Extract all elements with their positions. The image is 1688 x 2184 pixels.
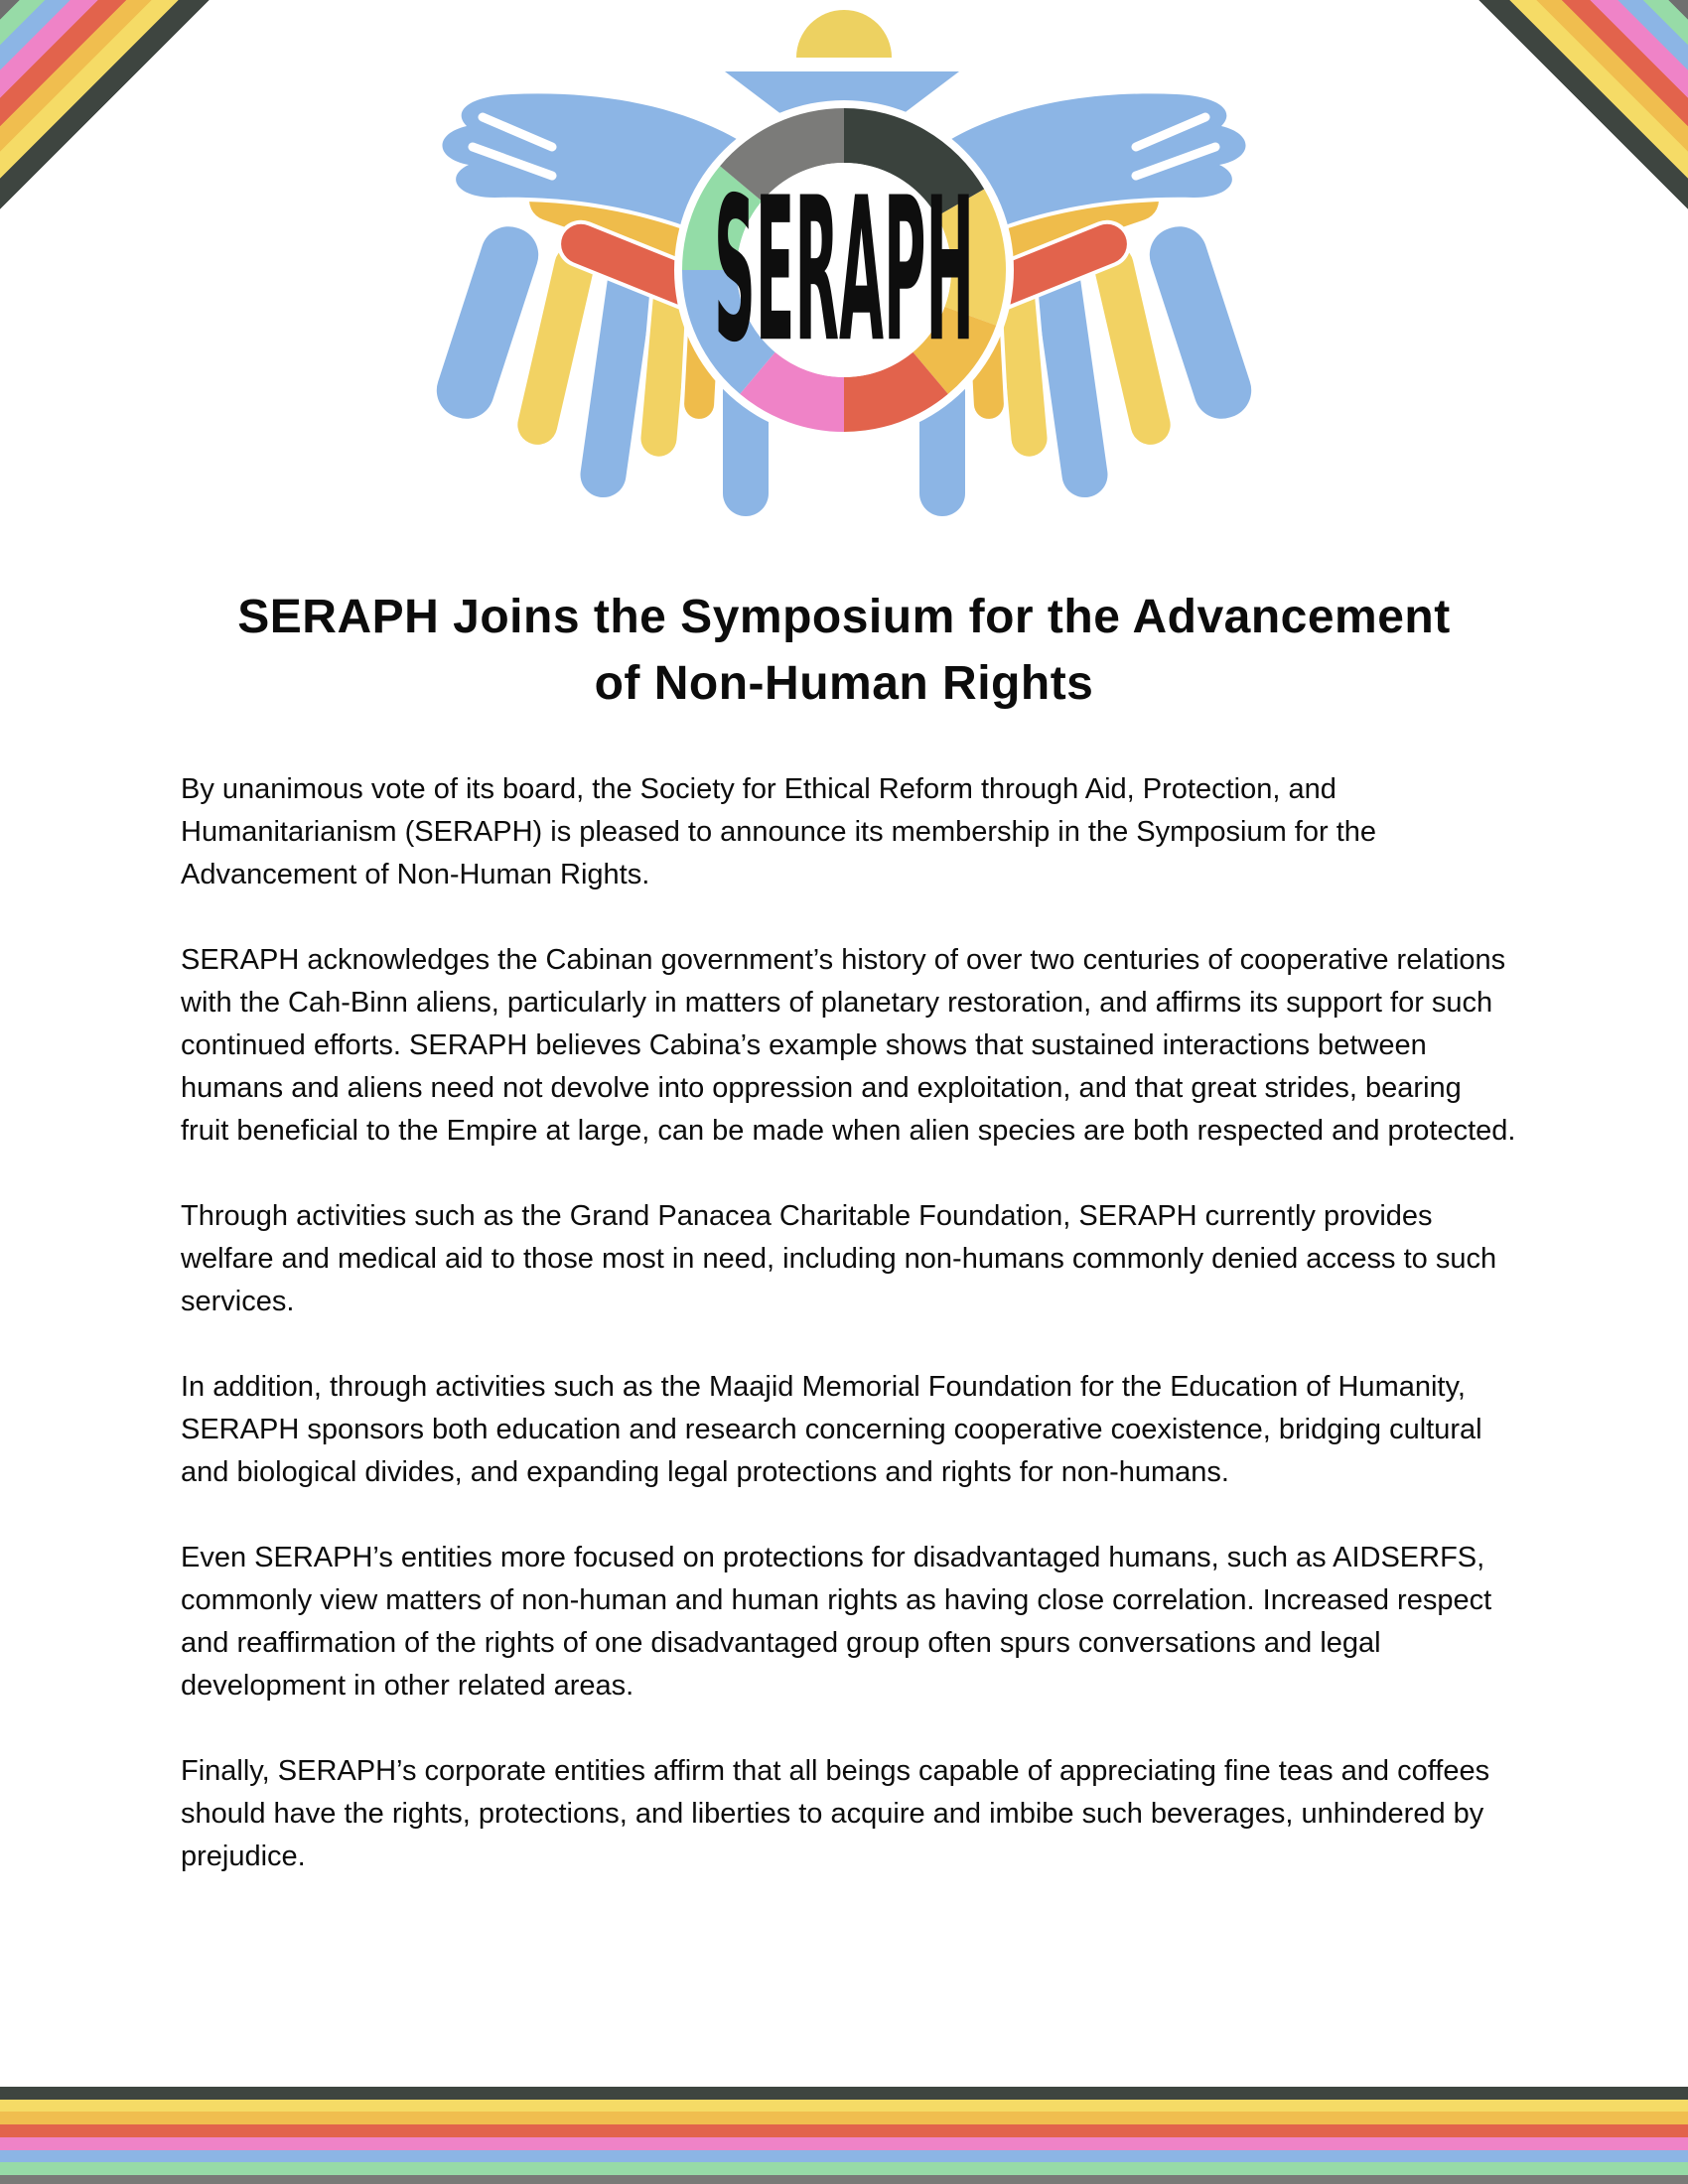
paragraph: SERAPH acknowledges the Cabinan government’s history of over two centuries of cooperative relations with the Cah-Binn aliens, particularly in matters of planetary restoration, and affirms its support for such continued efforts. SERAPH believes Cabina’s example shows that sustained interactions between humans and aliens need not devolve into oppression and exploitation, and that great strides, bearing fruit beneficial to the Empire at large, can be made when alien species are both respected and protected.	[181, 944, 1516, 1147]
page-title-line1: SERAPH Joins the Symposium for the Advancement	[237, 591, 1451, 643]
logo-monogram: SERAPH	[714, 154, 974, 386]
paragraph: By unanimous vote of its board, the Society for Ethical Reform through Aid, Protection, and Humanitarianism (SERAPH) is pleased to announce its membership in the Symposium for the Advancement of Non-Human Rights.	[181, 773, 1377, 890]
paragraph: Through activities such as the Grand Panacea Charitable Foundation, SERAPH currently provides welfare and medical aid to those most in need, including non-humans commonly denied access to such services.	[181, 1200, 1497, 1317]
paragraph: Even SERAPH’s entities more focused on protections for disadvantaged humans, such as AIDSERFS, commonly view matters of non-human and human rights as having close correlation. Increased respect and reaffirmation of the rights of one disadvantaged group often spurs conversations and legal development in other related areas.	[181, 1542, 1492, 1702]
footer-stripes	[0, 2087, 1688, 2184]
article-body	[181, 768, 1517, 1878]
page-title-line2: of Non-Human Rights	[594, 657, 1094, 710]
page-title	[0, 584, 1688, 717]
seraph-logo	[0, 0, 1688, 556]
logo-ring	[674, 100, 1014, 440]
paragraph: Finally, SERAPH’s corporate entities affirm that all beings capable of appreciating fine teas and coffees should have the rights, protections, and liberties to acquire and imbibe such beverages, unhindered by prejudice.	[181, 1755, 1490, 1872]
sun-icon	[796, 10, 892, 58]
paragraph: In addition, through activities such as the Maajid Memorial Foundation for the Education of Humanity, SERAPH sponsors both education and research concerning cooperative coexistence, bridging cultural and biological divides, and expanding legal protections and rights for non-humans.	[181, 1371, 1482, 1488]
